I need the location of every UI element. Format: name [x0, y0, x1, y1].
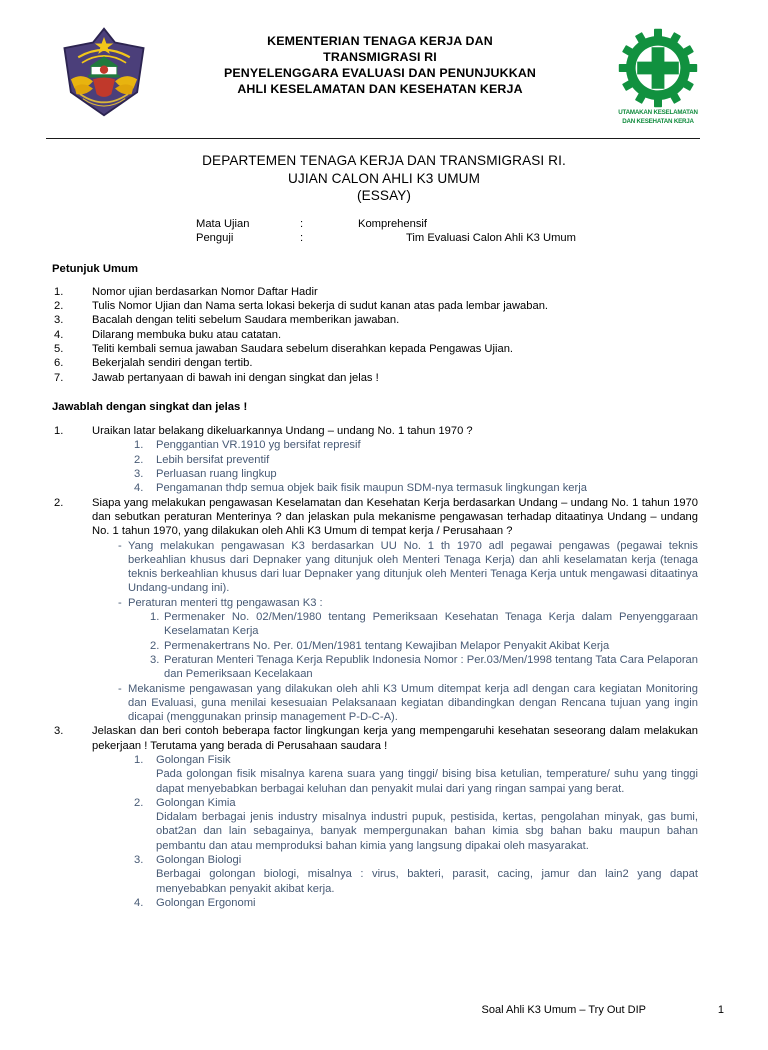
group-number: 2.	[134, 796, 144, 809]
question-2-row	[52, 496, 698, 539]
ministry-title-line-2: TRANSMIGRASI RI	[323, 50, 437, 64]
question-2-text: Siapa yang melakukan pengawasan Keselamatan dan Kesehatan Kerja berdasarkan Undang – undang No. 1 tahun 1970 dan sebutkan peraturan Menterinya ? dan jelaskan pula mekanisme pengawasan terhadap ditaatinya Undang – undang No. 1 tahun 1970, yang dilakukan oleh Ahli K3 Umum di tempat kerja / Perusahaan ?	[92, 496, 698, 538]
instruction-text: Nomor ujian berdasarkan Nomor Daftar Hadir	[92, 285, 318, 298]
instruction-text: Teliti kembali semua jawaban Saudara sebelum diserahkan kepada Pengawas Ujian.	[92, 342, 514, 355]
k3-logo-caption-line-2: DAN KESEHATAN KERJA	[622, 117, 694, 125]
ministry-title-line-4: AHLI KESELAMATAN DAN KESEHATAN KERJA	[237, 82, 523, 96]
instruction-text: Dilarang membuka buku atau catatan.	[92, 328, 282, 341]
exam-subject-row	[0, 217, 768, 232]
answer-item	[134, 481, 698, 495]
group-number: 3.	[134, 854, 144, 867]
instruction-text: Tulis Nomor Ujian dan Nama serta lokasi bekerja di sudut kanan atas pada lembar jawaban.	[92, 300, 549, 313]
answer-number: 4.	[134, 482, 144, 495]
ministry-title-line-3: PENYELENGGARA EVALUASI DAN PENUNJUKKAN	[223, 66, 537, 80]
question-1-number: 1.	[54, 425, 64, 438]
question-2	[52, 496, 698, 725]
answer-dash-text: Peraturan menteri ttg pengawasan K3 :	[128, 596, 323, 609]
instruction-item	[52, 371, 698, 385]
footer-page-number: 1	[717, 1004, 724, 1016]
answer-text: Perluasan ruang lingkup	[156, 468, 277, 481]
answer-dash-text: Yang melakukan pengawasan K3 berdasarkan UU No. 1 th 1970 adl pegawai pengawas (pegawai teknis berkeahlian khusus dari Depnaker yang ditunjuk oleh Menteri Tenaga Kerja) dan ahli keselamatan kerja (tenaga teknis berkeahlian khusus dari luar Depnaker yang ditunjuk oleh Menteri Tenaga Kerja untuk mengawasi ditaatinya Undang-undang ini).	[128, 539, 698, 595]
group-number: 1.	[134, 754, 144, 766]
answer-text: Lebih bersifat preventif	[156, 453, 270, 466]
answer-item	[134, 438, 698, 452]
gear-cross-icon	[617, 28, 699, 108]
regulation-number: 2.	[150, 639, 160, 652]
instruction-item	[52, 313, 698, 327]
regulation-item	[150, 639, 698, 653]
group-body: Pada golongan fisik misalnya karena suara yang tinggi/ bising bisa ketulian, temperature/ suhu yang tinggi dapat menyebabkan berbagai keluhan dan penyakit mulai dari yang ringan sampai yang berat.	[156, 768, 698, 795]
answers-heading: Jawablah dengan singkat dan jelas !	[52, 400, 248, 413]
group-body: Didalam berbagai jenis industry misalnya industri pupuk, pestisida, kertas, pengolahan minyak, gas bumi, obat2an dan lain sebagainya, banyak mempergunakan bahan kimia sbg bahan baku maupun bahan pembantu dan atau memproduksi bahan kimia yang langsung dipakai oleh masyarakat.	[156, 811, 698, 852]
answer-text: Penggantian VR.1910 yg bersifat represif	[156, 439, 361, 452]
exam-examiner-value: Tim Evaluasi Calon Ahli K3 Umum	[406, 232, 576, 244]
exam-subject-colon: :	[300, 217, 304, 230]
group-title: Golongan Kimia	[156, 796, 236, 809]
answer-number: 1.	[134, 439, 144, 452]
dash-bullet: -	[118, 682, 122, 695]
exam-meta	[0, 217, 768, 246]
footer-label: Soal Ahli K3 Umum – Try Out DIP	[481, 1004, 646, 1016]
k3-logo-caption-line-1: UTAMAKAN KESELAMATAN	[618, 109, 698, 116]
group-title: Golongan Biologi	[156, 854, 242, 867]
group-body: Berbagai golongan biologi, misalnya : virus, bakteri, parasit, cacing, jamur dan lain2 yang dapat menyebabkan penyakit akibat kerja.	[156, 868, 698, 895]
instruction-number: 4.	[54, 328, 64, 341]
regulation-text: Permenakertrans No. Per. 01/Men/1981 tentang Kewajiban Melapor Penyakit Akibat Kerja	[164, 639, 610, 652]
exam-title-line-1: DEPARTEMEN TENAGA KERJA DAN TRANSMIGRASI RI.	[202, 153, 566, 168]
group-title: Golongan Fisik	[156, 754, 231, 766]
group-item	[134, 796, 698, 810]
answer-number: 3.	[134, 468, 144, 481]
document-header	[52, 26, 724, 130]
exam-title-line-3: (ESSAY)	[356, 188, 412, 203]
exam-subject-label: Mata Ujian	[196, 217, 250, 230]
instruction-number: 3.	[54, 314, 64, 327]
dash-bullet: -	[118, 596, 122, 609]
exam-title-block	[0, 152, 768, 205]
exam-title-line-2: UJIAN CALON AHLI K3 UMUM	[288, 170, 480, 186]
question-3-number: 3.	[54, 725, 64, 738]
instruction-text: Jawab pertanyaan di bawah ini dengan singkat dan jelas !	[92, 371, 379, 384]
group-title: Golongan Ergonomi	[156, 896, 256, 909]
answer-text: Pengamanan thdp semua objek baik fisik maupun SDM-nya termasuk lingkungan kerja	[156, 482, 587, 495]
document-content	[52, 262, 698, 911]
ministry-shield-logo-icon	[58, 26, 150, 118]
question-2-number: 2.	[54, 496, 64, 509]
regulation-number: 1.	[150, 611, 160, 624]
instruction-text: Bekerjalah sendiri dengan tertib.	[92, 357, 253, 370]
question-3	[52, 724, 698, 910]
exam-examiner-row	[0, 231, 768, 246]
dash-bullet: -	[118, 539, 122, 552]
instruction-item	[52, 328, 698, 342]
instruction-number: 1.	[54, 285, 64, 298]
instruction-item	[52, 285, 698, 299]
question-1	[52, 424, 698, 495]
ministry-title-line-1: KEMENTERIAN TENAGA KERJA DAN	[267, 34, 493, 48]
exam-examiner-label: Penguji	[196, 232, 234, 244]
question-1-text: Uraikan latar belakang dikeluarkannya Undang – undang No. 1 tahun 1970 ?	[92, 425, 473, 438]
ministry-title	[156, 33, 604, 97]
exam-subject-value: Komprehensif	[358, 217, 428, 230]
instruction-number: 6.	[54, 357, 64, 370]
regulation-text: Peraturan Menteri Tenaga Kerja Republik Indonesia Nomor : Per.03/Men/1998 tentang Tata Cara Pelaporan dan Pemeriksaan Kecelakaan	[164, 653, 698, 681]
answer-dash-text: Mekanisme pengawasan yang dilakukan oleh ahli K3 Umum ditempat kerja adl dengan cara kegiatan Monitoring dan Evaluasi, guna menilai kesesuaian Pelaksanaan kegiatan dibandingkan dengan Rencana tujuan yang ingin dicapai (menggunakan prinsip management P-D-C-A).	[128, 682, 698, 724]
question-3-text: Jelaskan dan beri contoh beberapa factor lingkungan kerja yang mempengaruhi kesehatan seseorang dalam melakukan pekerjaan ! Terutama yang berada di Perusahaan saudara !	[92, 725, 698, 752]
instructions-heading: Petunjuk Umum	[52, 262, 138, 275]
regulation-number: 3.	[150, 653, 160, 666]
question-3-row	[52, 724, 698, 753]
group-item	[134, 753, 698, 767]
document-page	[0, 26, 768, 1050]
exam-examiner-colon: :	[300, 232, 304, 244]
page-footer	[52, 1004, 724, 1016]
instruction-number: 5.	[54, 342, 64, 355]
answer-dash-item	[118, 596, 698, 610]
regulation-item	[150, 653, 698, 682]
regulation-text: Permenaker No. 02/Men/1980 tentang Pemeriksaan Kesehatan Tenaga Kerja dalam Penyenggaraan Keselamatan Kerja	[164, 611, 698, 638]
answer-number: 2.	[134, 453, 144, 466]
regulation-item	[150, 610, 698, 639]
group-item	[134, 896, 698, 910]
instruction-item	[52, 342, 698, 356]
k3-safety-logo	[602, 28, 714, 124]
group-item	[134, 853, 698, 867]
answer-dash-item	[118, 539, 698, 596]
header-divider	[46, 138, 700, 139]
question-1-row	[52, 424, 698, 438]
instruction-number: 2.	[54, 300, 64, 313]
group-number: 4.	[134, 896, 144, 909]
instruction-text: Bacalah dengan teliti sebelum Saudara memberikan jawaban.	[92, 314, 400, 327]
instruction-item	[52, 299, 698, 313]
instruction-item	[52, 356, 698, 370]
answer-item	[134, 467, 698, 481]
answer-item	[134, 453, 698, 467]
instruction-number: 7.	[54, 371, 64, 384]
answer-dash-item	[118, 682, 698, 725]
